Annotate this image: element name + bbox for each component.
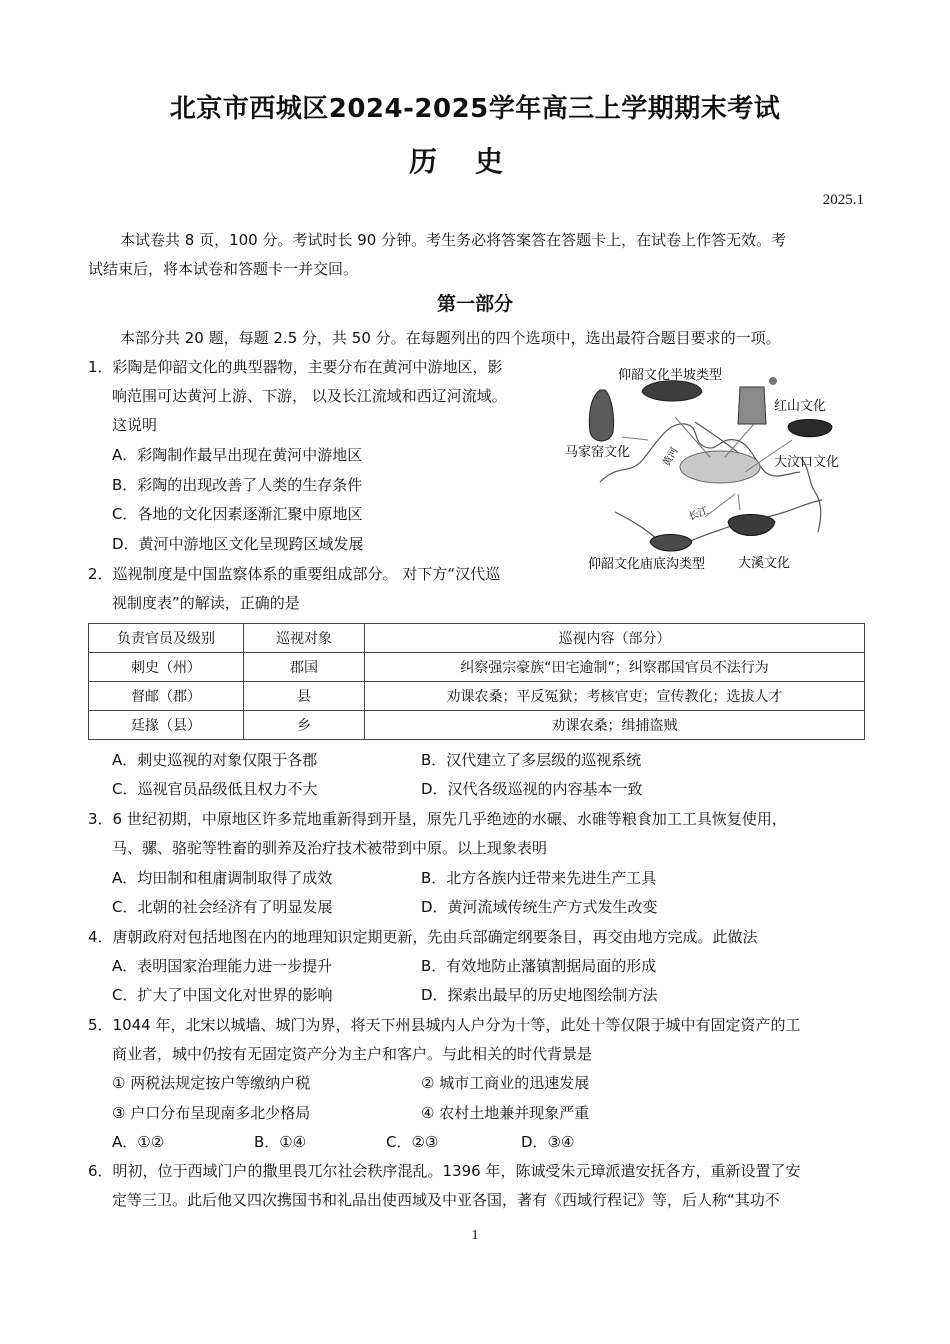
table-header-cell: 负责官员及级别 [89, 624, 244, 653]
q2-stem-line-2: 视制度表”的解读，正确的是 [112, 594, 300, 612]
banpo-bowl-icon [642, 381, 702, 401]
label-yangshao-banpo: 仰韶文化半坡类型 [618, 368, 723, 383]
q1-stem-line-1: 1．彩陶是仰韶文化的典型器物，主要分布在黄河中游地区，影 [88, 358, 503, 376]
label-hongshan: 红山文化 [774, 399, 827, 414]
q4-option-b: B．有效地防止藩镇割据局面的形成 [421, 957, 657, 975]
pottery-distribution-map [560, 362, 860, 577]
q2-option-c: C．巡视官员品级低且权力不大 [112, 780, 318, 798]
table-cell: 督邮（郡） [89, 682, 244, 711]
part-heading: 第一部分 [436, 293, 513, 315]
q5-stem-line-1: 5．1044 年，北宋以城墙、城门为界，将天下州县城内人户分为十等，此处十等仅限于城中有固定资产的工 [88, 1016, 801, 1034]
q5-option-d: D．③④ [521, 1133, 575, 1151]
part-instructions: 本部分共 20 题，每题 2.5 分，共 50 分。在每题列出的四个选项中，选出最符合题目要求的一项。 [120, 329, 781, 347]
subject-title: 历史 [408, 145, 541, 178]
q5-statement-1: ① 两税法规定按户等缴纳户税 [112, 1074, 311, 1092]
dawenkou-pot-icon [788, 420, 832, 437]
table-header-cell: 巡视对象 [244, 624, 365, 653]
page-title: 北京市西城区2024-2025学年高三上学期期末考试 [169, 94, 781, 124]
hongshan-marker [769, 377, 777, 385]
q6-stem-line-2: 定等三卫。此后他又四次携国书和礼品出使西域及中亚各国，著有《西域行程记》等，后人称“其功不 [112, 1191, 780, 1209]
label-majiayao: 马家窑文化 [565, 445, 631, 460]
q3-option-c: C．北朝的社会经济有了明显发展 [112, 898, 333, 916]
q6-stem-line-1: 6．明初，位于西域门户的撒里畏兀尔社会秩序混乱。1396 年，陈诚受朱元璋派遣安抚各方，重新设置了安 [88, 1162, 801, 1180]
table-cell: 劝课农桑；缉捕盗贼 [365, 711, 865, 740]
central-plains-ellipse [680, 451, 760, 483]
q3-stem-line-2: 马、骡、骆驼等牲畜的驯养及治疗技术被带到中原。以上现象表明 [112, 839, 548, 857]
q1-stem-line-3: 这说明 [112, 416, 158, 434]
q2-option-b: B．汉代建立了多层级的巡视系统 [421, 751, 642, 769]
q1-option-c: C．各地的文化因素逐渐汇聚中原地区 [112, 505, 363, 523]
table-row [89, 682, 865, 711]
q1-option-b: B．彩陶的出现改善了人类的生存条件 [112, 476, 363, 494]
table-cell: 劝课农桑；平反冤狱；考核官吏；宣传教化；选拔人才 [365, 682, 865, 711]
q1-stem-line-2: 响范围可达黄河上游、下游， 以及长江流域和西辽河流域。 [112, 387, 507, 405]
label-yellow-river: 黄河 [661, 445, 681, 469]
han-inspection-table [88, 623, 865, 740]
q5-option-b: B．①④ [254, 1133, 307, 1151]
page-number: 1 [471, 1228, 479, 1243]
table-cell: 刺史（州） [89, 653, 244, 682]
table-header-row [89, 624, 865, 653]
miaodigou-bowl-icon [650, 535, 692, 552]
table-row [89, 711, 865, 740]
q3-stem-line-1: 3．6 世纪初期，中原地区许多荒地重新得到开垦，原先几乎绝迹的水碾、水碓等粮食加工工具恢复使用， [88, 810, 787, 828]
q4-stem-line-1: 4．唐朝政府对包括地图在内的地理知识定期更新，先由兵部确定纲要条目，再交由地方完成。此做法 [88, 928, 758, 946]
table-header-cell: 巡视内容（部分） [365, 624, 865, 653]
label-dawenkou: 大汶口文化 [774, 455, 840, 470]
q2-option-d: D．汉代各级巡视的内容基本一致 [421, 780, 643, 798]
table-row [89, 653, 865, 682]
q5-stem-line-2: 商业者，城中仍按有无固定资产分为主户和客户。与此相关的时代背景是 [112, 1045, 593, 1063]
q2-option-a: A．刺史巡视的对象仅限于各郡 [112, 751, 318, 769]
q5-statement-2: ② 城市工商业的迅速发展 [421, 1074, 590, 1092]
majiayao-jar-icon [589, 390, 613, 441]
q5-option-c: C．②③ [386, 1133, 439, 1151]
label-yangtze-river: 长江 [687, 505, 710, 523]
q3-option-b: B．北方各族内迁带来先进生产工具 [421, 869, 657, 887]
q5-option-a: A．①② [112, 1133, 165, 1151]
table-cell: 县 [244, 682, 365, 711]
daxi-vessel-icon [728, 515, 775, 536]
q1-option-d: D．黄河中游地区文化呈现跨区域发展 [112, 535, 364, 553]
intro-line-2: 试结束后，将本试卷和答题卡一并交回。 [88, 260, 359, 278]
q5-statement-4: ④ 农村土地兼并现象严重 [421, 1104, 590, 1122]
hongshan-jar-icon [738, 387, 766, 424]
q2-stem-line-1: 2．巡视制度是中国监察体系的重要组成部分。 对下方“汉代巡 [88, 565, 501, 583]
q3-option-d: D．黄河流域传统生产方式发生改变 [421, 898, 658, 916]
label-daxi: 大溪文化 [738, 556, 791, 571]
table-cell: 廷掾（县） [89, 711, 244, 740]
exam-date: 2025.1 [822, 192, 864, 208]
q4-option-a: A．表明国家治理能力进一步提升 [112, 957, 333, 975]
label-yangshao-miaodigou: 仰韶文化庙底沟类型 [588, 557, 706, 572]
q4-option-d: D．探索出最早的历史地图绘制方法 [421, 986, 658, 1004]
q5-statement-3: ③ 户口分布呈现南多北少格局 [112, 1104, 311, 1122]
table-cell: 乡 [244, 711, 365, 740]
q1-option-a: A．彩陶制作最早出现在黄河中游地区 [112, 446, 363, 464]
q3-option-a: A．均田制和租庸调制取得了成效 [112, 869, 333, 887]
intro-line-1: 本试卷共 8 页，100 分。考试时长 90 分钟。考生务必将答案答在答题卡上，在试卷上作答无效。考 [120, 231, 787, 249]
river-tributary [695, 422, 740, 454]
table-cell: 郡国 [244, 653, 365, 682]
q4-option-c: C．扩大了中国文化对世界的影响 [112, 986, 333, 1004]
table-cell: 纠察强宗豪族“田宅逾制”；纠察郡国官员不法行为 [365, 653, 865, 682]
